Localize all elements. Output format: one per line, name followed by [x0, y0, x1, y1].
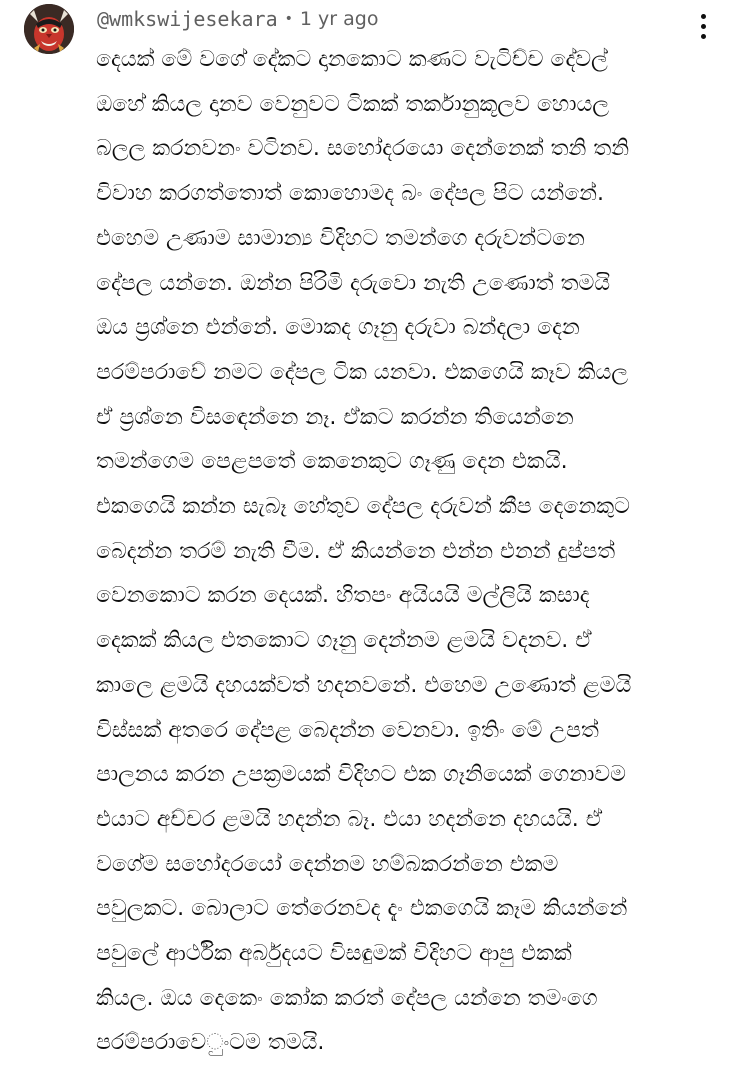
avatar[interactable] — [24, 4, 74, 54]
timestamp[interactable]: 1 yr ago — [299, 8, 379, 30]
demon-mask-avatar-icon — [24, 4, 74, 54]
comment-header — [97, 6, 378, 32]
author-handle[interactable]: @wmkswijesekara — [97, 7, 278, 31]
separator-dot: • — [284, 11, 293, 27]
comment-text: දෙයක් මේ වගේ දේකට දානකොට කණට වැටිච්ච දේවල් ඔහේ කියල දානව වෙනුවට ටිකක් තර්කානුකූලව හොයල බලල කරනවනං වටිනව. සහෝදරයො දෙන්නෙක් තනි තනි විවාහ කරගත්තොත් කොහොමද බං දේපල පිට යන්නේ. එහෙම උණාම සාමාන්‍ය විදිහට තමන්ගෙ දරුවන්ටනෙ දේපල යන්නෙ. ඔන්න පිරිමි දරුවො නැති උණොත් තමයි ඔය ප්‍රශ්නෙ එන්නේ. මොකද ගෑනු දරුවා බන්දලා දෙන පරම්පරාවේ නමට දේපල ටික යනවා. එකගෙයි කෑව කියල ඒ ප්‍රශ්නෙ විසඳෙන්නෙ නෑ. ඒකට කරන්න තියෙන්නෙ තමන්ගෙම පෙළපතේ කෙනෙකුට ගෑණු දෙන එකයි. එකගෙයි කන්න සැබෑ හේතුව දේපල දරුවන් කීප දෙනෙකුට බෙදන්න තරම් නැති වීම. ඒ කියන්නෙ එන්න එනන් දුප්පත් වෙනකොට කරන දෙයක්. හිතපං අයියයි මල්ලියි කසාද දෙකක් කියල එතකොට ගෑනු දෙන්නම ළමයි වදනව. ඒ කාලෙ ළමයි දහයක්වත් හදනවනේ. එහෙම උණොත් ළමයි විස්සක් අතරෙ දේපළ බෙදන්න වෙනවා. ඉතිං මේ උපත් පාලනය කරන උපක්‍රමයක් විදිහට එක ගෑනියෙක් ගෙනාවම එයාට අච්චර ළමයි හදන්න බෑ. එයා හදන්නෙ දහයයි. ඒ වගේම සහෝදරයෝ දෙන්නම හම්බකරන්නෙ එකම පවුලකට. බොලාට තේරෙනවද දැං එකගෙයි කෑම කියන්නේ පවුලේ ආර්ථික අර්බුදයට විසඳුමක් විදිහට ආපු එකක් කියල. ඔය දෙකෙං කෝක කරත් දේපල යන්නෙ තමංගෙ පරම්පරාවෙ◌ුංටම තමයි. — [96, 47, 632, 1056]
